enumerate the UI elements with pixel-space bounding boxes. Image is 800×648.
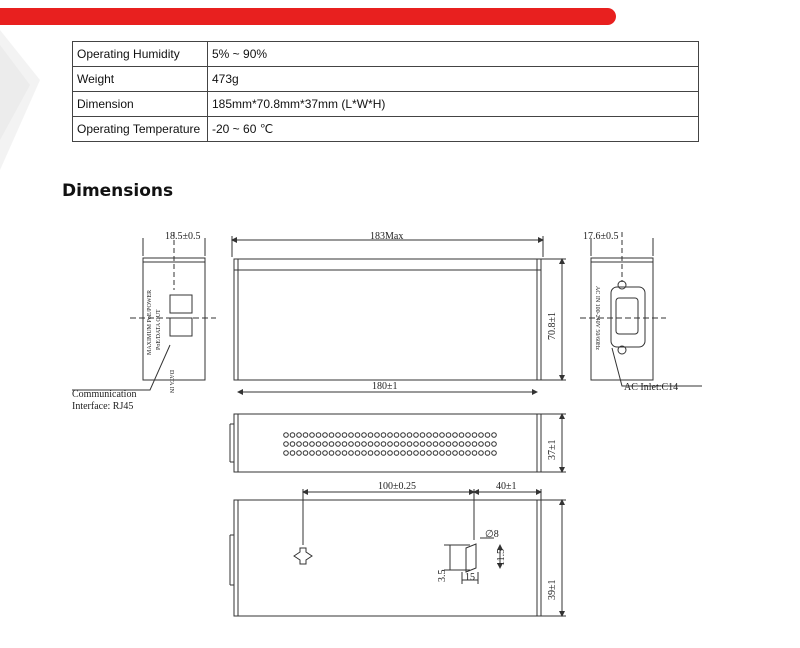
ac-rating: AC IN 100-240V 50/60Hz: [594, 286, 600, 351]
vent-hole: [362, 433, 367, 438]
vent-hole: [414, 433, 419, 438]
mounting-hole-left: [294, 548, 312, 564]
vent-hole: [466, 442, 471, 447]
vent-hole: [355, 442, 360, 447]
vent-hole: [420, 442, 425, 447]
bottom-view: [234, 500, 541, 616]
vent-hole: [479, 451, 484, 456]
vent-hole: [316, 451, 321, 456]
vent-hole: [284, 451, 289, 456]
vent-hole: [479, 442, 484, 447]
vent-hole: [329, 433, 334, 438]
vent-hole: [336, 433, 341, 438]
vent-hole: [323, 442, 328, 447]
vent-hole: [459, 451, 464, 456]
rj45-port-lower: [170, 318, 192, 336]
vent-hole: [407, 451, 412, 456]
spec-label: Operating Humidity: [73, 42, 208, 67]
vent-hole: [427, 442, 432, 447]
dim-hole-spacing: 100±0.25: [378, 481, 416, 492]
label-interface: Interface: RJ45: [72, 401, 134, 412]
vent-hole: [297, 442, 302, 447]
vent-hole: [355, 451, 360, 456]
vent-hole: [284, 433, 289, 438]
vent-hole: [336, 451, 341, 456]
vent-hole: [375, 433, 380, 438]
vent-hole: [407, 433, 412, 438]
vent-hole: [316, 433, 321, 438]
vent-hole: [349, 433, 354, 438]
dim-mount-height: 39±1: [547, 579, 558, 600]
vent-hole: [433, 451, 438, 456]
vent-hole: [401, 433, 406, 438]
vent-hole: [316, 442, 321, 447]
vent-hole: [485, 433, 490, 438]
label-ac-inlet: AC Inlet:C14: [624, 382, 679, 393]
section-title: Dimensions: [62, 181, 174, 201]
vent-hole: [362, 442, 367, 447]
vent-hole: [388, 442, 393, 447]
vent-hole: [329, 442, 334, 447]
spec-label: Weight: [73, 67, 208, 92]
vent-hole: [446, 433, 451, 438]
vent-hole: [420, 433, 425, 438]
vent-hole: [329, 451, 334, 456]
port-label-3: DATA IN: [168, 370, 174, 394]
vent-hole: [433, 442, 438, 447]
label-communication: Communication: [72, 389, 137, 400]
vent-hole: [388, 451, 393, 456]
port-label-1: MAXIMUM PoE/POWER: [147, 289, 153, 355]
vent-hole: [290, 433, 295, 438]
vent-hole: [368, 433, 373, 438]
vent-hole: [492, 451, 497, 456]
dim-slot-width: 15: [465, 572, 475, 583]
vent-hole: [420, 451, 425, 456]
port-label-2: PoE/DATA OUT: [156, 309, 162, 350]
vent-hole: [368, 451, 373, 456]
dim-right-width: 17.6±0.5: [583, 231, 619, 242]
dim-left-width: 18.5±0.5: [165, 231, 201, 242]
vent-hole: [440, 451, 445, 456]
vent-hole: [303, 433, 308, 438]
dim-slot-height: 11.5: [496, 548, 507, 566]
vent-hole: [492, 442, 497, 447]
dim-hole-offset: 40±1: [496, 481, 517, 492]
vent-hole: [433, 433, 438, 438]
vent-hole: [414, 451, 419, 456]
vent-hole: [440, 442, 445, 447]
vent-hole: [388, 433, 393, 438]
vent-hole: [381, 442, 386, 447]
spec-value: 473g: [208, 67, 699, 92]
vent-hole: [485, 442, 490, 447]
dim-height: 70.8±1: [547, 312, 558, 340]
vent-holes: [284, 433, 497, 456]
vent-hole: [427, 451, 432, 456]
dim-slot-offset: 3.5: [437, 569, 448, 582]
vent-hole: [472, 433, 477, 438]
vent-hole: [303, 442, 308, 447]
rj45-port-upper: [170, 295, 192, 313]
vent-hole: [446, 442, 451, 447]
vent-hole: [485, 451, 490, 456]
vent-hole: [303, 451, 308, 456]
spec-label: Operating Temperature: [73, 117, 208, 142]
spec-value: 5% ~ 90%: [208, 42, 699, 67]
vent-hole: [310, 451, 315, 456]
vent-hole: [342, 433, 347, 438]
vent-hole: [401, 442, 406, 447]
vent-hole: [414, 442, 419, 447]
vent-hole: [394, 451, 399, 456]
vent-hole: [336, 442, 341, 447]
vent-hole: [362, 451, 367, 456]
vent-hole: [342, 442, 347, 447]
vent-hole: [453, 433, 458, 438]
vent-hole: [407, 442, 412, 447]
vent-hole: [440, 433, 445, 438]
vent-hole: [466, 451, 471, 456]
vent-hole: [466, 433, 471, 438]
communication-leader: [72, 345, 170, 390]
vent-hole: [290, 442, 295, 447]
vent-hole: [459, 433, 464, 438]
vent-hole: [381, 451, 386, 456]
front-view: [234, 259, 541, 380]
spec-value: -20 ~ 60 ℃: [208, 117, 699, 142]
vent-hole: [472, 442, 477, 447]
vent-hole: [342, 451, 347, 456]
vent-hole: [310, 433, 315, 438]
dim-body-length: 180±1: [372, 381, 398, 392]
vent-hole: [297, 433, 302, 438]
vent-hole: [381, 433, 386, 438]
vent-hole: [349, 451, 354, 456]
vent-hole: [323, 451, 328, 456]
vent-hole: [310, 442, 315, 447]
vent-hole: [290, 451, 295, 456]
spec-value: 185mm*70.8mm*37mm (L*W*H): [208, 92, 699, 117]
vent-hole: [492, 433, 497, 438]
vent-hole: [323, 433, 328, 438]
spec-label: Dimension: [73, 92, 208, 117]
dim-total-length: 183Max: [370, 231, 404, 242]
mounting-slot-right: [466, 544, 476, 572]
vent-hole: [453, 451, 458, 456]
vent-hole: [355, 433, 360, 438]
vent-hole: [394, 433, 399, 438]
vent-hole: [375, 442, 380, 447]
vent-hole: [349, 442, 354, 447]
dim-hole-diameter: ∅8: [485, 529, 499, 540]
vent-hole: [479, 433, 484, 438]
vent-hole: [401, 451, 406, 456]
vent-hole: [394, 442, 399, 447]
vent-hole: [446, 451, 451, 456]
dim-depth: 37±1: [547, 439, 558, 460]
vent-hole: [297, 451, 302, 456]
vent-hole: [427, 433, 432, 438]
vent-hole: [368, 442, 373, 447]
vent-hole: [459, 442, 464, 447]
vent-hole: [284, 442, 289, 447]
vent-hole: [375, 451, 380, 456]
vent-hole: [453, 442, 458, 447]
vent-hole: [472, 451, 477, 456]
